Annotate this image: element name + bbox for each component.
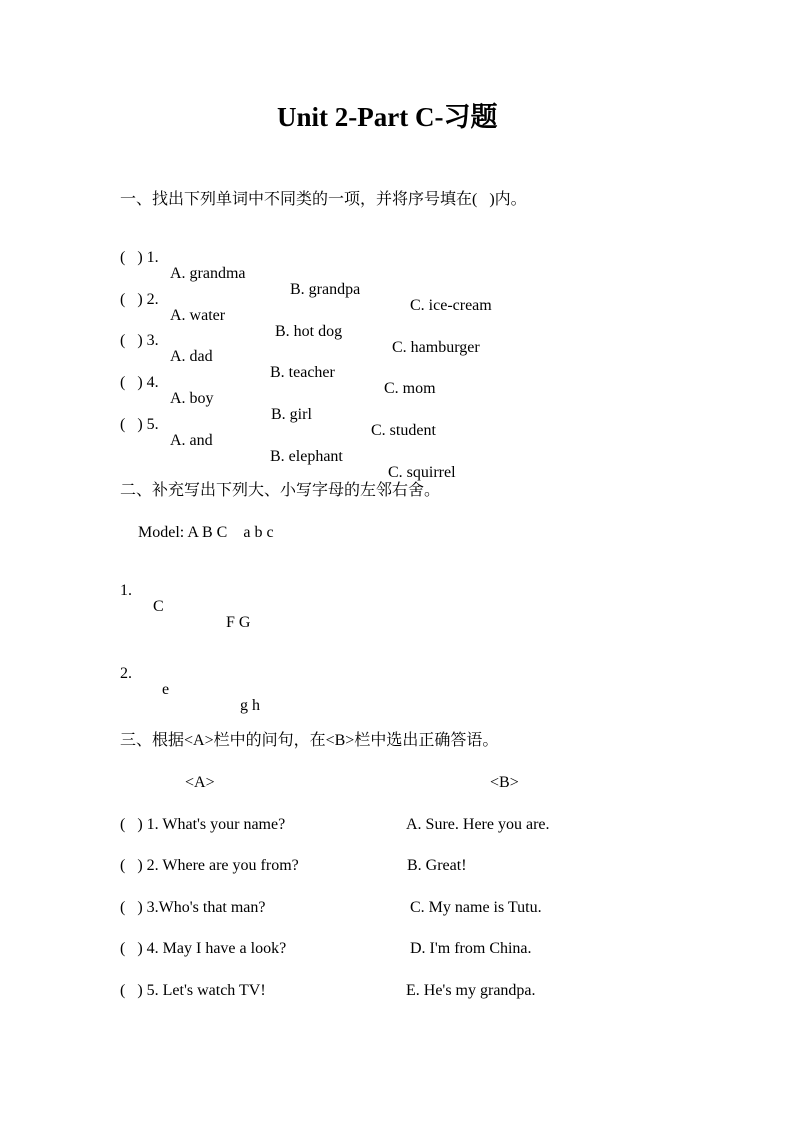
list-item — [120, 650, 260, 714]
letter-group-first: e — [162, 681, 170, 698]
section1-heading: 一、找出下列单词中不同类的一项，并将序号填在( )内。 — [120, 191, 527, 208]
answer-item: D. I'm from China. — [410, 940, 532, 957]
option-a: A. dad — [170, 348, 213, 365]
item-number: ( ) 4. — [120, 374, 159, 391]
list-item — [120, 567, 251, 631]
option-c: C. student — [371, 422, 436, 439]
letter-group-first: C — [153, 598, 164, 615]
option-c: C. ice-cream — [410, 297, 492, 314]
section2-heading: 二、补充写出下列大、小写字母的左邻右舍。 — [120, 482, 441, 499]
answer-item: B. Great! — [407, 857, 467, 874]
option-a: A. boy — [170, 390, 214, 407]
item-number: ( ) 2. — [120, 291, 159, 308]
column-b-header: <B> — [490, 774, 519, 791]
option-b: B. elephant — [270, 448, 343, 465]
option-c: C. squirrel — [388, 464, 456, 481]
item-number: 1. — [120, 582, 132, 599]
letter-group-second: F G — [226, 614, 251, 631]
question-item: ( ) 1. What's your name? — [120, 816, 286, 833]
question-item: ( ) 3.Who's that man? — [120, 899, 266, 916]
option-a: A. grandma — [170, 265, 246, 282]
question-item: ( ) 2. Where are you from? — [120, 857, 299, 874]
item-number: 2. — [120, 665, 132, 682]
page-title: Unit 2-Part C-习题 — [277, 102, 498, 132]
answer-item: C. My name is Tutu. — [410, 899, 542, 916]
item-number: ( ) 3. — [120, 332, 159, 349]
section3-heading: 三、根据<A>栏中的问句，在<B>栏中选出正确答语。 — [120, 732, 499, 749]
item-number: ( ) 5. — [120, 416, 159, 433]
option-a: A. and — [170, 432, 213, 449]
answer-item: E. He's my grandpa. — [406, 982, 536, 999]
question-item: ( ) 4. May I have a look? — [120, 940, 287, 957]
option-b: B. girl — [271, 406, 312, 423]
item-number: ( ) 1. — [120, 249, 159, 266]
option-c: C. hamburger — [392, 339, 480, 356]
option-c: C. mom — [384, 380, 436, 397]
letter-group-second: g h — [240, 697, 260, 714]
column-a-header: <A> — [185, 774, 215, 791]
option-a: A. water — [170, 307, 226, 324]
answer-item: A. Sure. Here you are. — [406, 816, 550, 833]
model-line: Model: A B C a b c — [138, 524, 274, 541]
option-b: B. hot dog — [275, 323, 343, 340]
option-b: B. grandpa — [290, 281, 361, 298]
option-b: B. teacher — [270, 364, 335, 381]
question-item: ( ) 5. Let's watch TV! — [120, 982, 266, 999]
